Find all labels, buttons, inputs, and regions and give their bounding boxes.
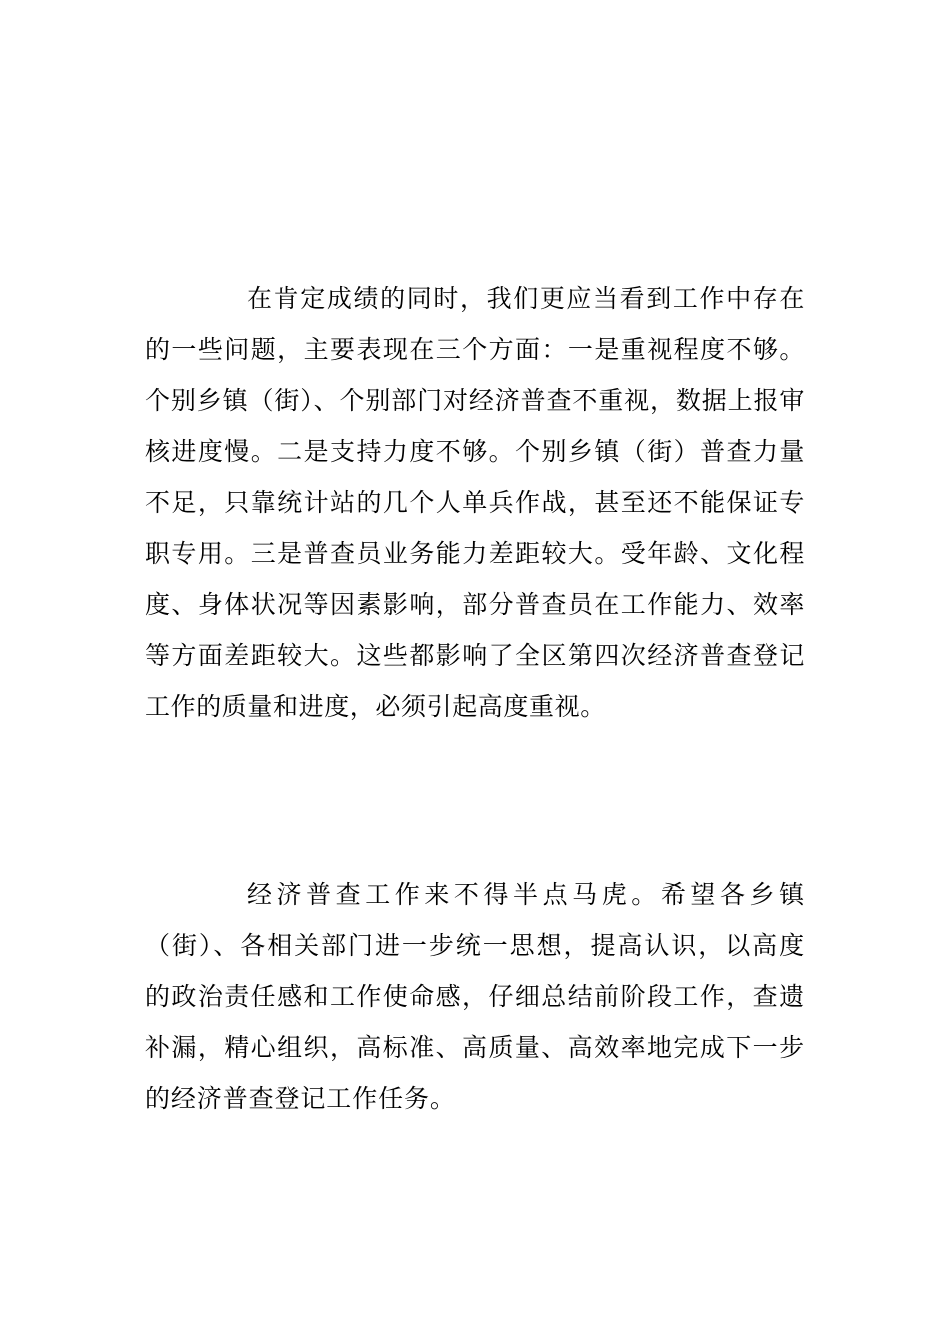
body-paragraph-problems: 在肯定成绩的同时，我们更应当看到工作中存在的一些问题，主要表现在三个方面：一是重视程度不够。个别乡镇（街）、个别部门对经济普查不重视，数据上报审核进度慢。二是支持力度不够。个别乡镇（街）普查力量不足，只靠统计站的几个人单兵作战，甚至还不能保证专职专用。三是普查员业务能力差距较大。受年龄、文化程度、身体状况等因素影响，部分普查员在工作能力、效率等方面差距较大。这些都影响了全区第四次经济普查登记工作的质量和进度，必须引起高度重视。 <box>145 284 805 721</box>
body-paragraph-expectations: 经济普查工作来不得半点马虎。希望各乡镇（街）、各相关部门进一步统一思想，提高认识，以高度的政治责任感和工作使命感，仔细总结前阶段工作，查遗补漏，精心组织，高标准、高质量、高效率地完成下一步的经济普查登记工作任务。 <box>145 880 805 1113</box>
